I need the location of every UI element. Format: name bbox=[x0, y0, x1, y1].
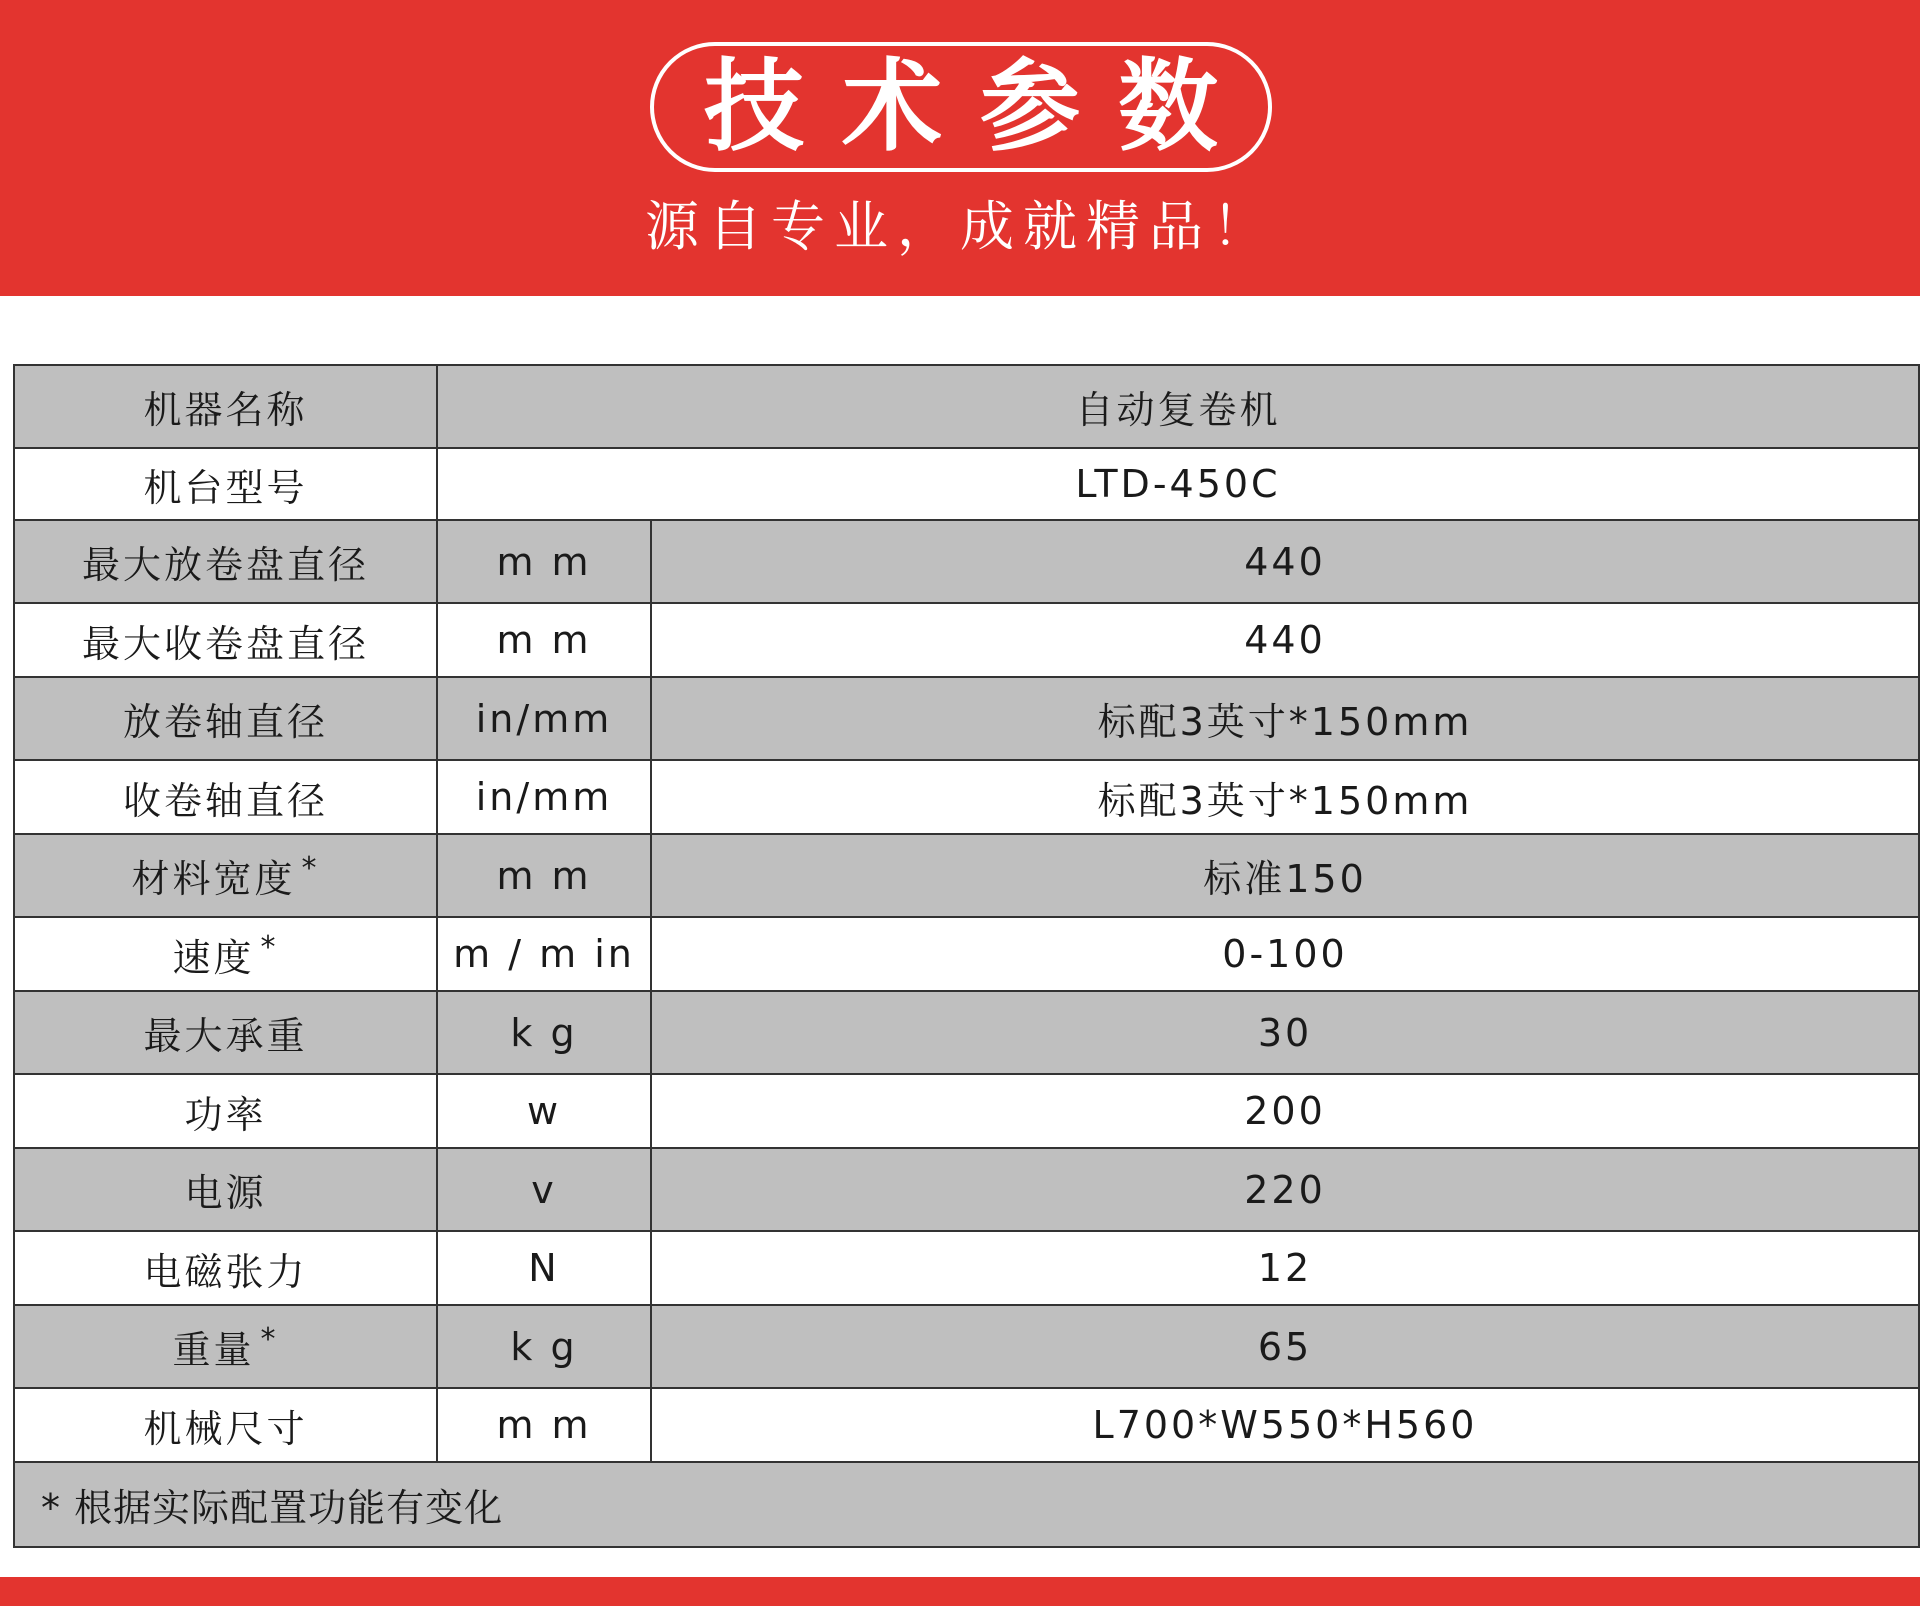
table-row bbox=[14, 1305, 1919, 1388]
table-row bbox=[14, 834, 1919, 917]
table-row bbox=[14, 917, 1919, 991]
param-unit: w bbox=[437, 1074, 651, 1148]
param-unit: m m bbox=[437, 1388, 651, 1462]
param-value: 440 bbox=[651, 603, 1919, 677]
param-name: 放卷轴直径 bbox=[14, 677, 437, 760]
param-name: 电源 bbox=[14, 1148, 437, 1231]
spec-table bbox=[13, 364, 1920, 1548]
param-name: 收卷轴直径 bbox=[14, 760, 437, 834]
footnote-marker: * bbox=[260, 1322, 279, 1357]
param-unit: k g bbox=[437, 991, 651, 1074]
param-value: 标准150 bbox=[651, 834, 1919, 917]
table-row bbox=[14, 760, 1919, 834]
param-name-cell bbox=[14, 917, 437, 991]
page-title: 技术参数 bbox=[704, 48, 1256, 165]
page-subtitle: 源自专业，成就精品！ bbox=[645, 195, 1275, 258]
param-unit: m m bbox=[437, 520, 651, 603]
param-value: 65 bbox=[651, 1305, 1919, 1388]
param-name-cell bbox=[14, 1305, 437, 1388]
param-value: LTD-450C bbox=[437, 448, 1919, 520]
param-unit: in/mm bbox=[437, 760, 651, 834]
param-value: 200 bbox=[651, 1074, 1919, 1148]
footnote: * 根据实际配置功能有变化 bbox=[14, 1462, 1919, 1547]
param-unit: v bbox=[437, 1148, 651, 1231]
footnote-row bbox=[14, 1462, 1919, 1547]
param-name: 机器名称 bbox=[14, 365, 437, 448]
footnote-marker: * bbox=[260, 929, 279, 965]
param-name: 最大放卷盘直径 bbox=[14, 520, 437, 603]
param-name: 最大收卷盘直径 bbox=[14, 603, 437, 677]
param-name: 机械尺寸 bbox=[14, 1388, 437, 1462]
table-row bbox=[14, 1231, 1919, 1305]
table-row bbox=[14, 365, 1919, 448]
title-badge bbox=[650, 42, 1272, 172]
param-unit: N bbox=[437, 1231, 651, 1305]
param-name: 功率 bbox=[14, 1074, 437, 1148]
param-unit: k g bbox=[437, 1305, 651, 1388]
table-row bbox=[14, 991, 1919, 1074]
table-row bbox=[14, 1148, 1919, 1231]
param-unit: m m bbox=[437, 603, 651, 677]
footnote-marker: * bbox=[301, 851, 320, 886]
table-row bbox=[14, 520, 1919, 603]
table-row bbox=[14, 677, 1919, 760]
param-name: 电磁张力 bbox=[14, 1231, 437, 1305]
param-value: 标配3英寸*150mm bbox=[651, 760, 1919, 834]
param-value: 30 bbox=[651, 991, 1919, 1074]
param-value: 自动复卷机 bbox=[437, 365, 1919, 448]
param-name-cell bbox=[14, 834, 437, 917]
param-unit: m / m in bbox=[437, 917, 651, 991]
header-banner bbox=[0, 0, 1920, 296]
param-name: 重量 bbox=[172, 1328, 255, 1372]
param-name: 速度 bbox=[172, 935, 255, 980]
param-name: 材料宽度 bbox=[131, 857, 296, 901]
table-row bbox=[14, 603, 1919, 677]
table-row bbox=[14, 1388, 1919, 1462]
param-value: 440 bbox=[651, 520, 1919, 603]
param-value: 12 bbox=[651, 1231, 1919, 1305]
param-name: 机台型号 bbox=[14, 448, 437, 520]
table-row bbox=[14, 1074, 1919, 1148]
param-value: 0-100 bbox=[651, 917, 1919, 991]
footer-bar bbox=[0, 1577, 1920, 1606]
param-unit: m m bbox=[437, 834, 651, 917]
param-value: 标配3英寸*150mm bbox=[651, 677, 1919, 760]
param-value: 220 bbox=[651, 1148, 1919, 1231]
param-unit: in/mm bbox=[437, 677, 651, 760]
param-name: 最大承重 bbox=[14, 991, 437, 1074]
param-value: L700*W550*H560 bbox=[651, 1388, 1919, 1462]
table-row bbox=[14, 448, 1919, 520]
